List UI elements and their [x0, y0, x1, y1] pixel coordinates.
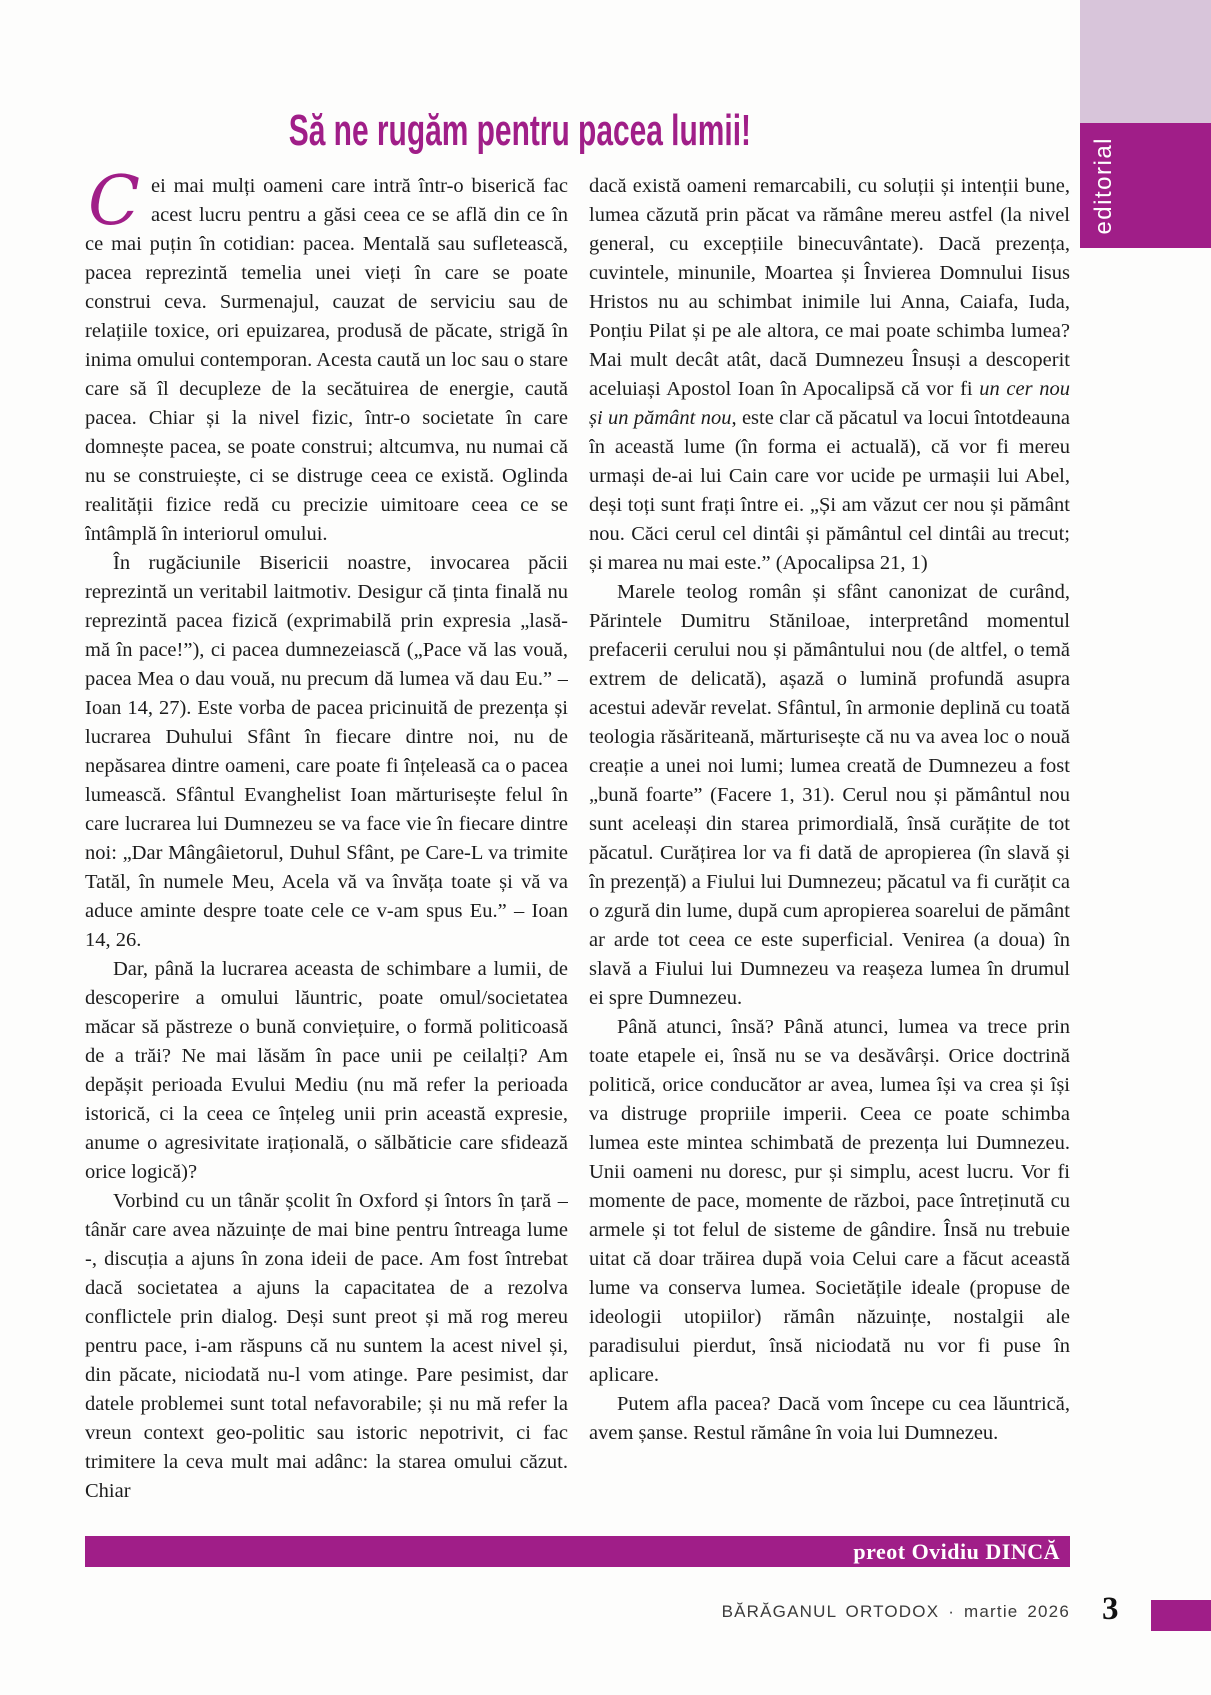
footer-accent-rect: [1151, 1600, 1211, 1631]
text-run: Până atunci, însă? Până atunci, lumea va trece prin toate etapele ei, însă nu se va desăvârși. Orice doctrină politică, orice conducător ar avea, lumea își va crea și își va distruge propriile imperii. Ceea ce poate schimba lumea este mintea schimbată de prezența lui Dumnezeu. Unii oameni nu doresc, pur și simplu, acest lucru. Vor fi momente de pace, momente de război, pace întreținută cu armele și tot felul de sisteme de gândire. Însă nu trebuie uitat că doar trăirea după voia Celui care a făcut această lume va conserva lumea. Societățile ideale (propuse de ideologii utopiilor) rămân năzuințe, nostalgii ale paradisului pierdut, însă niciodată nu vor fi puse în aplicare.: [589, 1016, 1070, 1386]
paragraph: [85, 955, 568, 1187]
sidebar-lavender-block: [1080, 0, 1211, 123]
sidebar-section-tab: [1080, 123, 1211, 248]
footer-separator: ·: [948, 1602, 956, 1621]
issue-date: martie 2026: [964, 1602, 1070, 1621]
author-name: preot Ovidiu DINCĂ: [853, 1538, 1060, 1564]
article-column-left: [85, 172, 568, 1532]
footer-journal-line: [722, 1602, 1070, 1622]
paragraph: [589, 578, 1070, 1013]
paragraph: [85, 172, 568, 549]
article-title-text: Să ne rugăm pentru pacea lumii!: [288, 106, 751, 155]
page-number: 3: [1102, 1591, 1119, 1627]
article-title: [27, 106, 1012, 156]
paragraph: [85, 549, 568, 955]
section-label: editorial: [1090, 136, 1117, 235]
dropcap-initial: C: [87, 172, 141, 241]
paragraph: [85, 1187, 568, 1506]
text-run: Marele teolog român și sfânt canonizat de curând, Părintele Dumitru Stăniloae, interpretând momentul prefacerii cerului nou și pământului nou (de altfel, o temă extrem de delicată), așază o lumină profundă asupra acestui adevăr revelat. Sfântul, în armonie deplină cu toată teologia răsăriteană, mărturisește că nu va avea loc o nouă creație a unei noi lumi; lumea creată de Dumnezeu a fost „bună foarte” (Facere 1, 31). Cerul nou și pământul nou sunt aceleași din starea primordială, însă curățite de tot păcatul. Curățirea lor va fi dată de apropierea (în slavă și în prezență) a Fiului lui Dumnezeu; păcatul va fi curățit ca o zgură din lume, după cum apropierea soarelui de pământ ar arde tot ceea ce este superficial. Venirea (a doua) în slavă a Fiului lui Dumnezeu va reașeza lumea în drumul ei spre Dumnezeu.: [589, 581, 1070, 1009]
journal-name: BĂRĂGANUL ORTODOX: [721, 1602, 940, 1621]
paragraph: [589, 1013, 1070, 1390]
paragraph: [589, 1390, 1070, 1448]
author-bar: [85, 1536, 1070, 1567]
text-run: Dar, până la lucrarea aceasta de schimbare a lumii, de descoperire a omului lăuntric, poate omul/societatea măcar să păstreze o bună conviețuire, o formă politicoasă de a trăi? Ne mai lăsăm în pace unii pe ceilalți? Am depășit perioada Evului Mediu (nu mă refer la perioada istorică, ci la ceea ce înțeleg unii prin această expresie, anume o agresivitate irațională, o sălbăticie care sfidează orice logică)?: [85, 958, 568, 1183]
text-run: În rugăciunile Bisericii noastre, invocarea păcii reprezintă un veritabil laitmotiv. Desigur că ținta finală nu reprezintă pacea fizică (exprimabilă prin expresia „lasă-mă în pace!”), ci pacea dumnezeiască („Pace vă las vouă, pacea Mea o dau vouă, nu precum dă lumea vă dau Eu.” – Ioan 14, 27). Este vorba de pacea pricinuită de prezența și lucrarea Duhului Sfânt în fiecare dintre noi, nu de nepăsarea dintre oameni, care poate fi înțeleasă ca o pacea lumească. Sfântul Evanghelist Ioan mărturisește felul în care lucrarea lui Dumnezeu se va face vie în fiecare dintre noi: „Dar Mângâietorul, Duhul Sfânt, pe Care-L va trimite Tatăl, în numele Meu, Acela vă va învăța toate și vă va aduce aminte despre toate cele ce v-am spus Eu.” – Ioan 14, 26.: [85, 552, 568, 951]
article-column-right: [589, 172, 1070, 1532]
text-run: Putem afla pacea? Dacă vom începe cu cea lăuntrică, avem șanse. Restul rămâne în voia lui Dumnezeu.: [589, 1393, 1070, 1444]
text-run: dacă există oameni remarcabili, cu soluții și intenții bune, lumea căzută prin păcat va rămâne mereu astfel (la nivel general, cu excepțiile binecuvântate). Dacă prezența, cuvintele, minunile, Moartea și Învierea Domnului Iisus Hristos nu au schimbat inimile lui Anna, Caiafa, Iuda, Ponțiu Pilat și pe ale altora, ce mai poate schimba lumea? Mai mult decât atât, dacă Dumnezeu Însuși a descoperit aceluiași Apostol Ioan în Apocalipsă că vor fi: [589, 175, 1070, 400]
text-run: , este clar că păcatul va locui întotdeauna în această lume (în forma ei actuală), că vor fi mereu urmași de-ai lui Cain care vor ucide pe urmașii lui Abel, deși toți sunt frați între ei. „Și am văzut cer nou și pământ nou. Căci cerul cel dintâi și pământul cel dintâi au trecut; și marea nu mai este.” (Apocalipsa 21, 1): [589, 407, 1070, 574]
text-run: Vorbind cu un tânăr școlit în Oxford și întors în țară – tânăr care avea năzuințe de mai bine pentru întreaga lume -, discuția a ajuns în zona ideii de pace. Am fost întrebat dacă societatea a ajuns la capacitatea de a rezolva conflictele prin dialog. Deși sunt preot și mă rog mereu pentru pace, i-am răspuns că nu suntem la acest nivel și, din păcate, niciodată nu-l vom atinge. Pare pesimist, dar datele problemei sunt total nefavorabile; și nu mă refer la vreun context geo-politic sau istoric nepotrivit, ci fac trimitere la ceva mult mai adânc: la starea omului căzut. Chiar: [85, 1190, 568, 1502]
italic-text-run: un cer nou și un pământ nou: [589, 378, 1070, 429]
paragraph: [589, 172, 1070, 578]
text-run: ei mai mulți oameni care intră într-o biserică fac acest lucru pentru a găsi ceea ce se află din ce în ce mai puțin în cotidian: pacea. Mentală sau sufletească, pacea reprezintă temelia unei vieți în care se poate construi ceva. Surmenajul, cauzat de serviciu sau de relațiile toxice, ori epuizarea, produsă de păcate, strigă în inima omului contemporan. Acesta caută un loc sau o stare care să îl decupleze de la secătuirea de energie, caută pacea. Chiar și la nivel fizic, într-o societate în care domnește pacea, se poate construi; altcumva, nu numai că nu se construiește, ci se distruge ceea ce există. Oglinda realității fizice redă cu precizie uimitoare ceea ce se întâmplă în interiorul omului.: [85, 175, 568, 545]
